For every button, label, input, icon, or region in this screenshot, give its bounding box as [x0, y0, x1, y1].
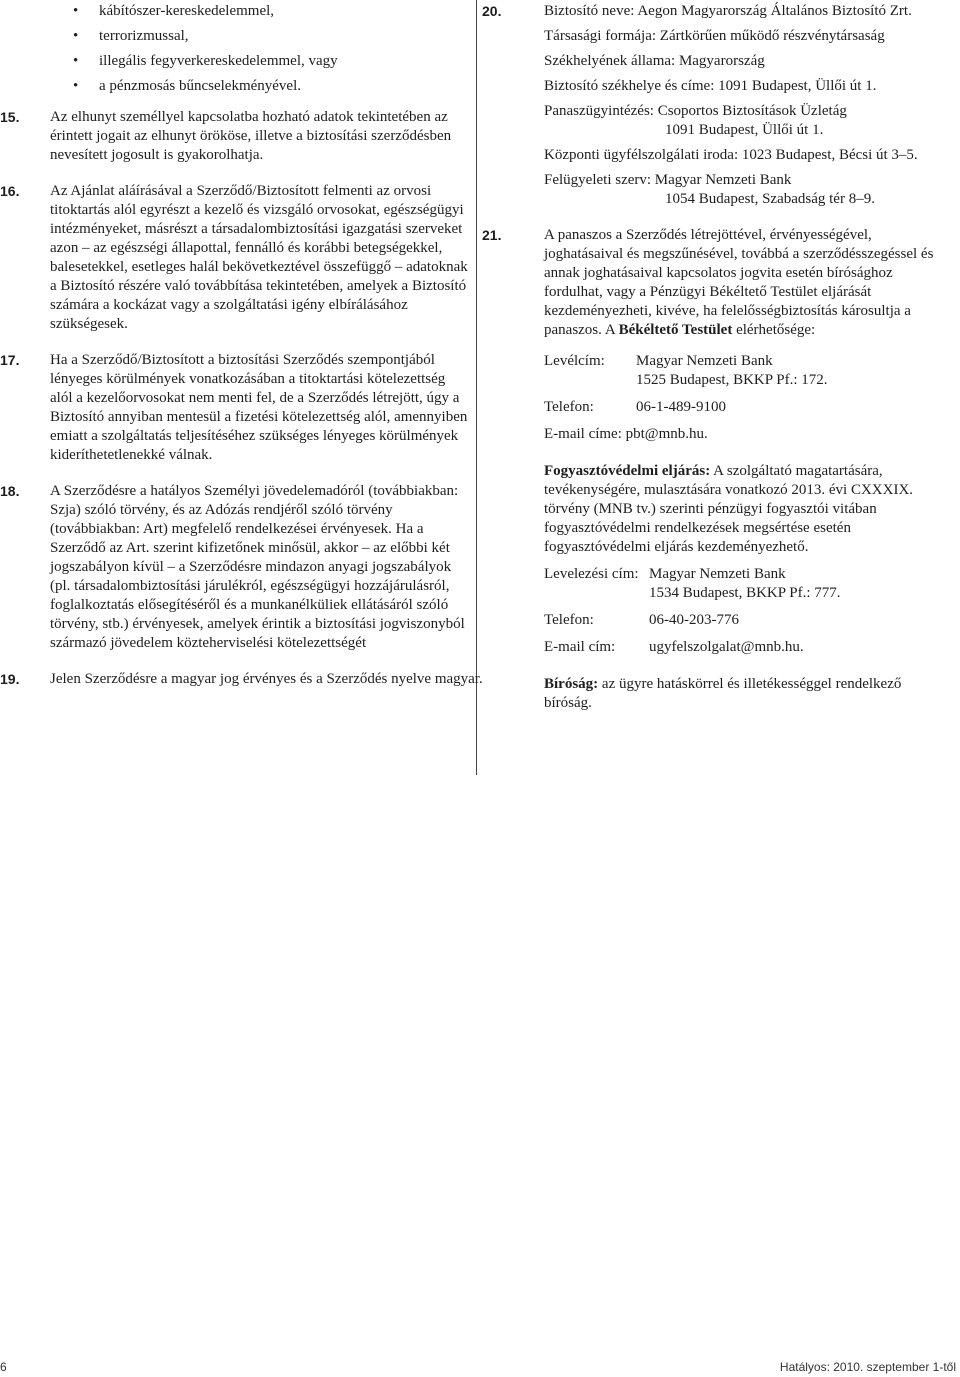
email-row-2 [544, 638, 952, 657]
clause-15 [0, 108, 470, 165]
left-column [0, 2, 483, 689]
mail-address-block [544, 352, 952, 444]
clause-text: Ha a Szerződő/Biztosított a biztosítási Szerződés szempontjából lényeges körülmények vonatkozásában a titoktartási kötelezettség alól a kezelőorvosokat nem menti fel, de a Szerződés létrejött, úgy a Biztosító annyiban mentesül a fizetési kötelezettség alól, amennyiben emiatt a szolgáltatás teljesítéséhez szükséges lényeges körülmények kideríthetetlenekké válnak. [50, 352, 468, 463]
clause-number: 18. [0, 483, 20, 499]
complaints-address: 1091 Budapest, Üllői út 1. [665, 122, 824, 138]
postal-row-2 [544, 584, 952, 603]
bullet-icon: • [73, 53, 79, 69]
bullet-icon: • [73, 28, 79, 44]
phone-value: 06-1-489-9100 [636, 399, 726, 415]
court-info: Bíróság: az ügyre hatáskörrel és illetékességgel rendelkező bíróság. [544, 676, 902, 711]
customer-office: Központi ügyfélszolgálati iroda: 1023 Budapest, Bécsi út 3–5. [544, 147, 918, 163]
postal-label: Levelezési cím: [544, 566, 639, 582]
insurer-name: Biztosító neve: Aegon Magyarország Általános Biztosító Zrt. [544, 3, 912, 19]
email-line: E-mail címe: pbt@mnb.hu. [544, 426, 708, 442]
effective-date: Hatályos: 2010. szeptember 1-től [779, 1360, 956, 1374]
list-item: • kábítószer-kereskedelemmel, [73, 3, 275, 19]
phone-value-2: 06-40-203-776 [649, 612, 739, 628]
clause-number: 15. [0, 109, 20, 125]
mail-label: Levélcím: [544, 353, 605, 369]
postal-row [544, 565, 952, 584]
clause-number: 19. [0, 671, 20, 687]
clause-text: Jelen Szerződésre a magyar jog érvényes és a Szerződés nyelve magyar. [50, 671, 483, 687]
bullet-list [0, 2, 470, 96]
supervisor: Felügyeleti szerv: Magyar Nemzeti Bank [544, 172, 792, 188]
postal-value-1: Magyar Nemzeti Bank [649, 566, 786, 582]
clause-number: 21. [482, 227, 502, 243]
clause-number: 20. [482, 3, 502, 19]
list-item: • a pénzmosás bűncselekményével. [73, 78, 302, 94]
clause-text: A panaszos a Szerződés létrejöttével, érvényességével, joghatásaival és megszűnésével, továbbá a szerződésszegéssel és annak joghatásaival kapcsolatos jogvita esetén bírósághoz fordulhat, vagy a Pénzügyi Békéltető Testület eljárását kezdeményezheti, kivéve, ha felelősségbiztosítás károsultja a panaszos. A Békéltető Testület elérhetősége: [544, 227, 934, 338]
page-number: 6 [0, 1360, 7, 1374]
bullet-icon: • [73, 3, 79, 19]
clause-text: A Szerződésre a hatályos Személyi jövedelemadóról (továbbiakban: Szja) szóló törvény, és az Adózás rendjéről szóló törvény (továbbiakban: Art) megfelelő rendelkezései érvényesek. Ha a Szerződő az Art. szerint kifizetőnek minősül, akkor – az előbbi két jogszabályon kívül – a Szerződésre mindazon anyagi jogszabályok (pl. társadalombiztosítási járulékról, egészségügyi hozzájárulásról, foglalkoztatás elősegítéséről és a munkanélküliek ellátásáról szóló törvény, stb.) érvényesek, amelyek érintik a biztosítási jogviszonyból származó jövedelem közteherviselési kötelezettségét [50, 483, 465, 651]
clause-17 [0, 351, 470, 465]
mail-row [544, 352, 952, 371]
phone-label: Telefon: [544, 399, 594, 415]
company-form: Társasági formája: Zártkörűen működő részvénytársaság [544, 28, 885, 44]
mail-value-1: Magyar Nemzeti Bank [636, 353, 773, 369]
postal-value-2: 1534 Budapest, BKKP Pf.: 777. [649, 585, 841, 601]
list-item: • terrorizmussal, [73, 28, 189, 44]
clause-text: Az Ajánlat aláírásával a Szerződő/Biztosított felmenti az orvosi titoktartás alól egyrészt a kezelő és vizsgáló orvosokat, egészségügyi intézményeket, másrészt a társadalombiztosítási igazgatási szerveket azon – az egészségi állapottal, fennálló és korábbi betegségekkel, balesetekkel, esetleges halál bekövetkeztével összefüggő – adatoknak a Biztosító részére való továbbítása tekintetében, amelyek a Biztosító számára a kockázat vagy a szolgáltatási igény elbírálásához szükségesek. [50, 183, 468, 332]
column-divider [476, 0, 477, 775]
clause-19 [0, 670, 520, 689]
clause-text: Az elhunyt személlyel kapcsolatba hozható adatok tekintetében az érintett jogait az elhunyt örököse, illetve a biztosítási szerződésben nevesített jogosult is gyakorolhatja. [50, 109, 452, 163]
supervisor-address: 1054 Budapest, Szabadság tér 8–9. [665, 191, 875, 207]
clause-16 [0, 182, 470, 334]
complaints-unit: Panaszügyintézés: Csoportos Biztosítások Üzletág [544, 103, 847, 119]
clause-20 [482, 2, 952, 209]
list-item: • illegális fegyverkereskedelemmel, vagy [73, 53, 338, 69]
mail-value-2: 1525 Budapest, BKKP Pf.: 172. [636, 372, 828, 388]
bullet-icon: • [73, 78, 79, 94]
phone-label-2: Telefon: [544, 612, 594, 628]
clause-18 [0, 482, 470, 653]
seat-address: Biztosító székhelye és címe: 1091 Budapest, Üllői út 1. [544, 78, 877, 94]
email-value-2: ugyfelszolgalat@mnb.hu. [649, 639, 804, 655]
email-label-2: E-mail cím: [544, 639, 616, 655]
clause-number: 17. [0, 352, 20, 368]
phone-row [544, 398, 952, 417]
consumer-contact-block [544, 565, 952, 657]
phone-row-2 [544, 611, 952, 630]
right-column [482, 2, 952, 713]
clause-number: 16. [0, 183, 20, 199]
clause-21 [482, 226, 952, 713]
consumer-protection: Fogyasztóvédelmi eljárás: A szolgáltató magatartására, tevékenységére, mulasztására vonatkozó 2013. évi CXXXIX. törvény (MNB tv.) szerinti pénzügyi fogyasztói vitában fogyasztóvédelmi rendelkezések megsértése esetén fogyasztóvédelmi eljárás kezdeményezhető. [544, 463, 914, 555]
mail-row-2 [544, 371, 952, 390]
seat-country: Székhelyének állama: Magyarország [544, 53, 765, 69]
